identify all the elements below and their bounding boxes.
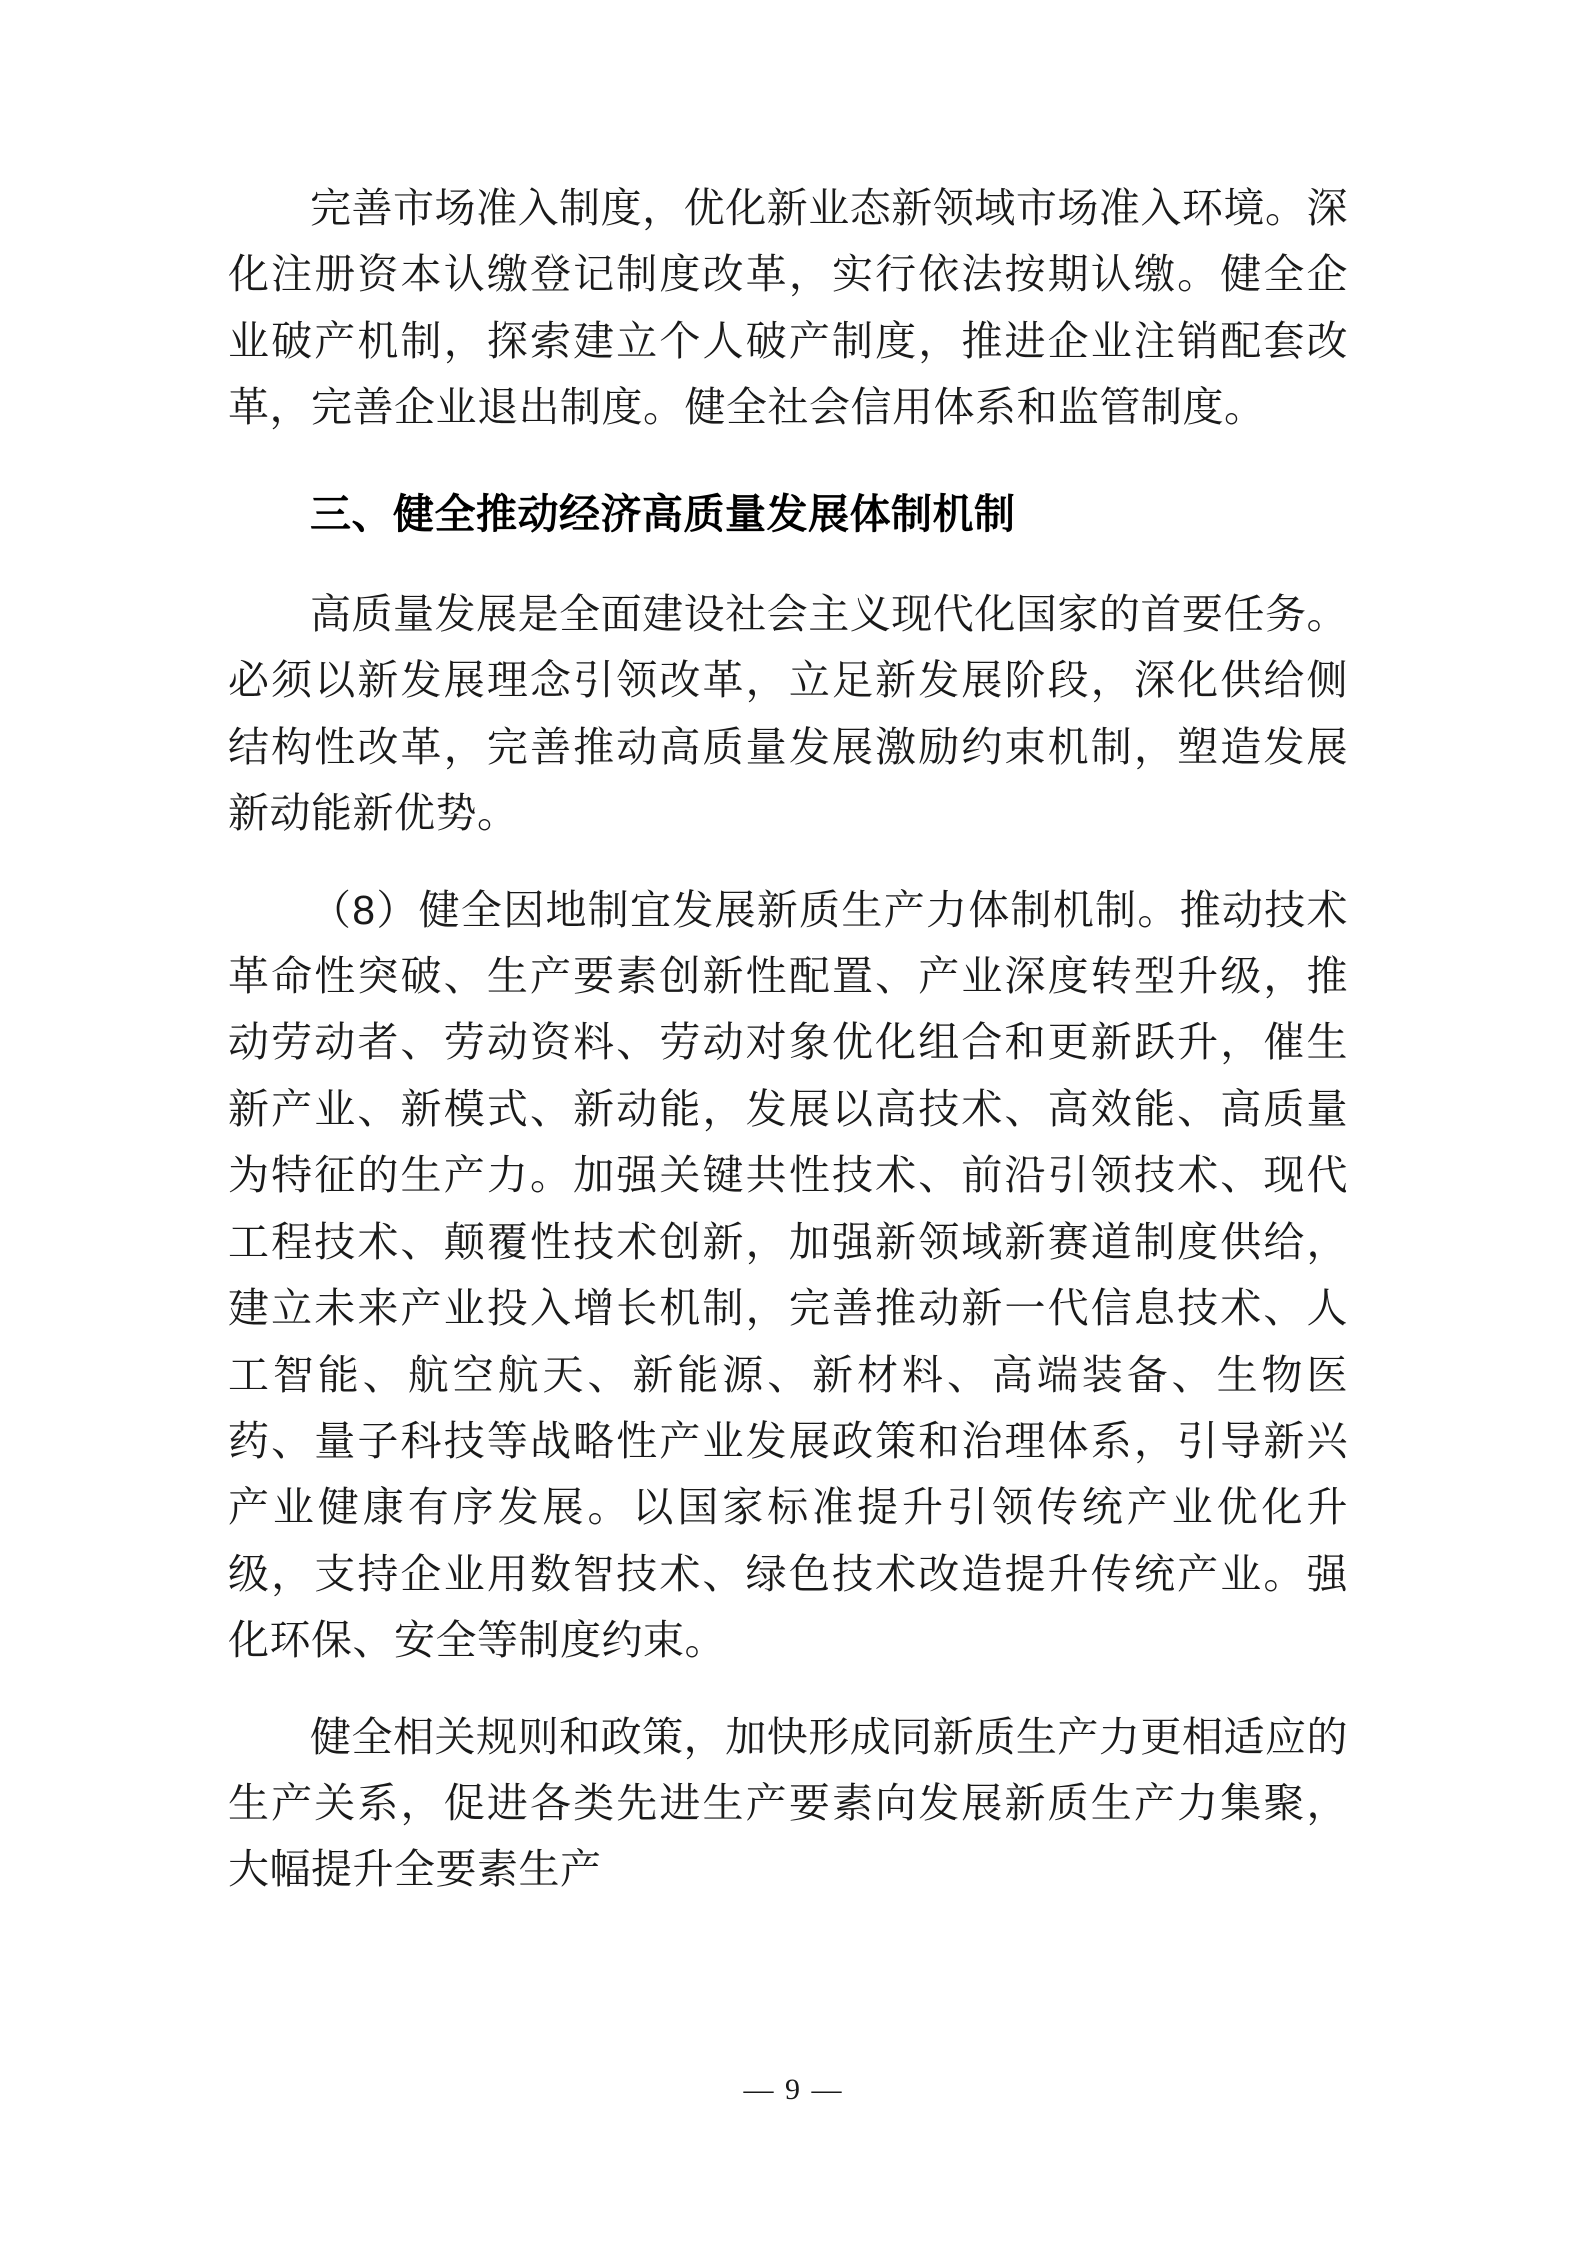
paragraph-item-8-new-productive-forces: （8）健全因地制宜发展新质生产力体制机制。推动技术革命性突破、生产要素创新性配置、产业深度转型升级，推动劳动者、劳动资料、劳动对象优化组合和更新跃升，催生新产业、新模式、新动能，发展以高技术、高效能、高质量为特征的生产力。加强关键共性技术、前沿引领技术、现代工程技术、颠覆性技术创新，加强新领域新赛道制度供给，建立未来产业投入增长机制，完善推动新一代信息技术、人工智能、航空航天、新能源、新材料、高端装备、生物医药、量子科技等战略性产业发展政策和治理体系，引导新兴产业健康有序发展。以国家标准提升引领传统产业优化升级，支持企业用数智技术、绿色技术改造提升传统产业。强化环保、安全等制度约束。 <box>228 886 1348 1664</box>
paragraph-rules-and-policies: 健全相关规则和政策，加快形成同新质生产力更相适应的生产关系，促进各类先进生产要素向发展新质生产力集聚，大幅提升全要素生产 <box>228 1713 1348 1893</box>
paragraph-high-quality-development: 高质量发展是全面建设社会主义现代化国家的首要任务。必须以新发展理念引领改革，立足新发展阶段，深化供给侧结构性改革，完善推动高质量发展激励约束机制，塑造发展新动能新优势。 <box>228 591 1348 837</box>
page-number: — 9 — <box>743 2073 844 2106</box>
paragraph-market-access: 完善市场准入制度，优化新业态新领域市场准入环境。深化注册资本认缴登记制度改革，实行依法按期认缴。健全企业破产机制，探索建立个人破产制度，推进企业注销配套改革，完善企业退出制度。健全社会信用体系和监管制度。 <box>228 185 1348 431</box>
section-heading-three: 三、健全推动经济高质量发展体制机制 <box>310 490 1016 537</box>
page-content <box>228 175 1348 1933</box>
